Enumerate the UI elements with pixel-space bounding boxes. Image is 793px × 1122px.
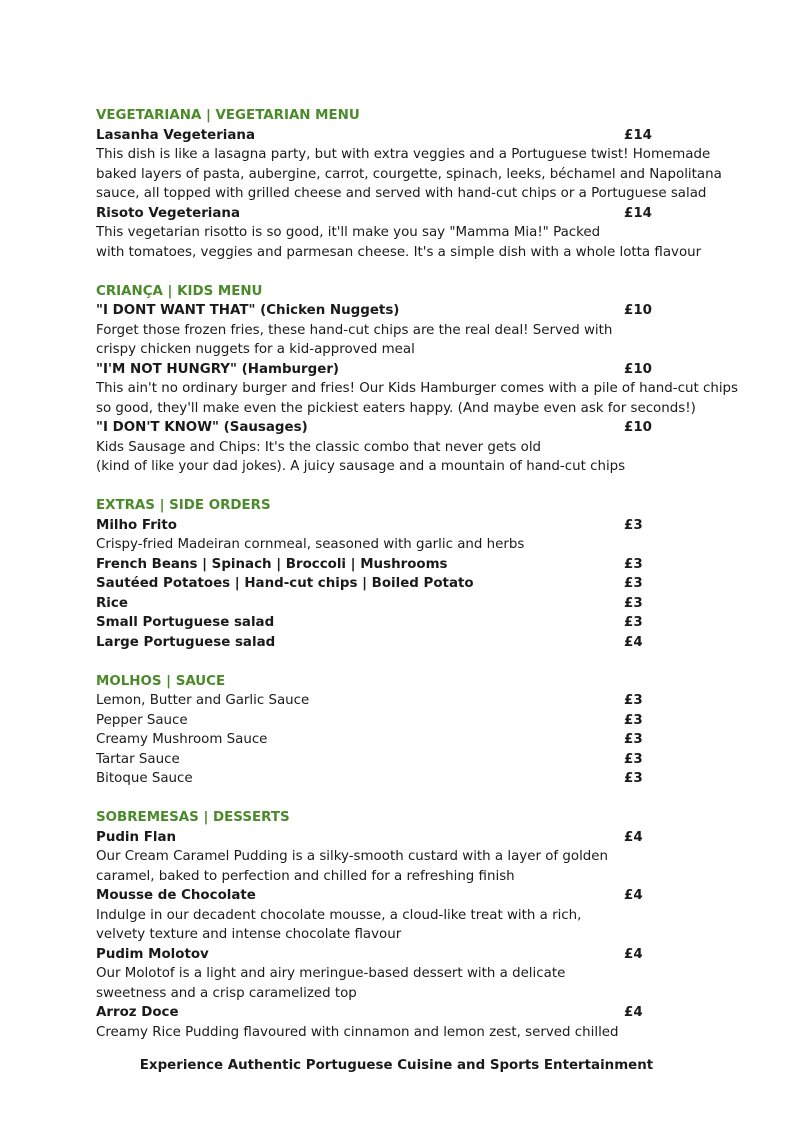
item-name: Creamy Mushroom Sauce <box>96 732 268 747</box>
menu-item <box>96 301 736 321</box>
menu-item <box>96 945 736 965</box>
item-description: This vegetarian risotto is so good, it'll make you say "Mamma Mia!" Packed <box>96 225 601 240</box>
item-description: This dish is like a lasagna party, but with extra veggies and a Portuguese twist! Homemade <box>96 147 711 162</box>
item-description: (kind of like your dad jokes). A juicy sausage and a mountain of hand-cut chips <box>96 459 626 474</box>
item-price: £10 <box>624 420 652 435</box>
item-price: £4 <box>624 946 643 962</box>
item-description: with tomatoes, veggies and parmesan cheese. It's a simple dish with a whole lotta flavour <box>96 244 702 260</box>
menu-item <box>96 730 736 750</box>
item-price: £4 <box>624 1005 643 1020</box>
item-description: Our Molotof is a light and airy meringue-based dessert with a delicate <box>96 966 566 981</box>
item-description: caramel, baked to perfection and chilled for a refreshing finish <box>96 868 515 884</box>
item-description: baked layers of pasta, aubergine, carrot, courgette, spinach, leeks, béchamel and Napolitana <box>96 166 722 182</box>
item-name: Small Portuguese salad <box>96 615 275 630</box>
item-price: £3 <box>624 517 643 533</box>
item-price: £3 <box>624 576 643 591</box>
menu-item <box>96 769 736 789</box>
item-description: Creamy Rice Pudding flavoured with cinnamon and lemon zest, served chilled <box>96 1024 619 1040</box>
item-price: £3 <box>624 712 643 728</box>
item-name: Rice <box>96 595 128 611</box>
menu-item <box>96 516 736 536</box>
section-extras <box>96 496 736 652</box>
menu-item <box>96 613 736 633</box>
item-name: Lemon, Butter and Garlic Sauce <box>96 693 310 708</box>
menu-item <box>96 594 736 614</box>
section-kids <box>96 282 739 477</box>
menu-item <box>96 886 736 906</box>
section-heading: VEGETARIANA | VEGETARIAN MENU <box>96 108 360 123</box>
item-name: "I DONT WANT THAT" (Chicken Nuggets) <box>96 303 400 318</box>
item-name: Mousse de Chocolate <box>96 888 256 903</box>
item-description: Kids Sausage and Chips: It's the classic combo that never gets old <box>96 439 542 455</box>
section-heading: MOLHOS | SAUCE <box>96 673 226 689</box>
item-name: Pudin Flan <box>96 829 177 845</box>
item-price: £10 <box>624 303 652 318</box>
item-description: sauce, all topped with grilled cheese and served with hand-cut chips or a Portuguese salad <box>96 186 707 201</box>
section-desserts <box>96 808 736 1042</box>
item-description: so good, they'll make even the pickiest eaters happy. (And maybe even ask for seconds!) <box>96 400 696 416</box>
item-price: £3 <box>624 732 643 747</box>
item-name: "I DON'T KNOW" (Sausages) <box>96 420 308 435</box>
item-price: £3 <box>624 615 643 630</box>
menu-item <box>96 204 736 224</box>
menu-item <box>96 711 736 731</box>
item-name: Bitoque Sauce <box>96 771 193 786</box>
section-heading: EXTRAS | SIDE ORDERS <box>96 498 271 513</box>
item-price: £3 <box>624 595 643 611</box>
menu-item <box>96 574 736 594</box>
item-name: Arroz Doce <box>96 1005 179 1020</box>
menu-item <box>96 691 736 711</box>
item-name: Pudim Molotov <box>96 946 209 962</box>
section-vegetarian <box>96 106 736 262</box>
item-name: "I'M NOT HUNGRY" (Hamburger) <box>96 361 340 377</box>
section-sauces <box>96 672 736 789</box>
item-description: sweetness and a crisp caramelized top <box>96 985 357 1001</box>
item-price: £4 <box>624 829 643 845</box>
item-name: Risoto Vegeteriana <box>96 205 240 221</box>
item-description: crispy chicken nuggets for a kid-approved meal <box>96 342 415 357</box>
menu-item <box>96 555 736 575</box>
item-price: £3 <box>624 556 643 572</box>
menu-item <box>96 126 736 146</box>
item-name: Lasanha Vegeteriana <box>96 127 256 143</box>
item-description: Our Cream Caramel Pudding is a silky-smooth custard with a layer of golden <box>96 849 609 864</box>
footer-tagline: Experience Authentic Portuguese Cuisine and Sports Entertainment <box>139 1058 654 1073</box>
item-price: £4 <box>624 634 643 650</box>
item-price: £3 <box>624 693 643 708</box>
section-heading: CRIANÇA | KIDS MENU <box>96 283 263 299</box>
menu-item <box>96 633 736 653</box>
menu-content <box>96 106 739 1062</box>
item-name: Tartar Sauce <box>96 751 180 767</box>
item-name: French Beans | Spinach | Broccoli | Mushrooms <box>96 556 448 572</box>
item-price: £14 <box>624 205 652 221</box>
item-description: velvety texture and intense chocolate flavour <box>96 927 402 942</box>
item-price: £3 <box>624 751 643 767</box>
item-description: Forget those frozen fries, these hand-cut chips are the real deal! Served with <box>96 322 613 338</box>
menu-item <box>96 1003 736 1023</box>
item-name: Large Portuguese salad <box>96 634 276 650</box>
item-price: £14 <box>624 127 652 143</box>
menu-item <box>96 418 736 438</box>
item-name: Milho Frito <box>96 517 177 533</box>
item-description: Crispy-fried Madeiran cornmeal, seasoned with garlic and herbs <box>96 537 525 552</box>
item-description: This ain't no ordinary burger and fries! Our Kids Hamburger comes with a pile of hand-cut chips <box>96 381 739 396</box>
menu-item <box>96 750 736 770</box>
item-price: £3 <box>624 771 643 786</box>
item-price: £10 <box>624 361 652 377</box>
menu-item <box>96 360 736 380</box>
item-name: Pepper Sauce <box>96 712 188 728</box>
item-price: £4 <box>624 888 643 903</box>
section-heading: SOBREMESAS | DESSERTS <box>96 810 290 825</box>
item-name: Sautéed Potatoes | Hand-cut chips | Boiled Potato <box>96 576 474 591</box>
menu-item <box>96 828 736 848</box>
item-description: Indulge in our decadent chocolate mousse, a cloud-like treat with a rich, <box>96 907 582 923</box>
